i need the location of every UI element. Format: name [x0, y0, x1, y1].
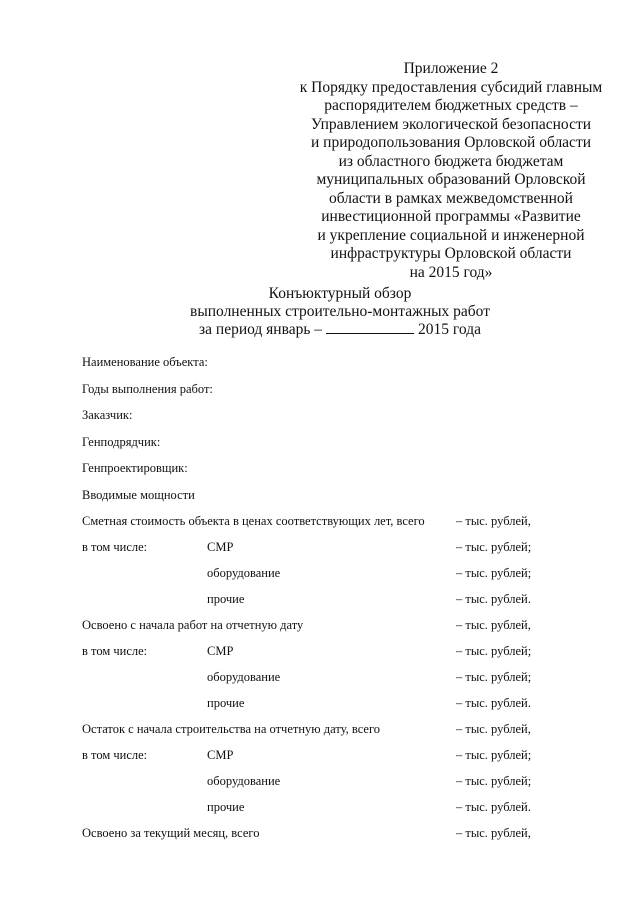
row-label: Остаток с начала строительства на отчетную дату, всего: [82, 722, 381, 736]
cost-row: [0, 773, 640, 799]
period-blank-underline: [326, 321, 414, 334]
cost-rows: [0, 513, 640, 851]
field-general-contractor: Генподрядчик:: [82, 434, 161, 449]
appendix-line: инфраструктуры Орловской области: [330, 245, 572, 262]
row-unit: – тыс. рублей,: [456, 514, 531, 528]
period-prefix: за период январь –: [199, 321, 323, 338]
row-sub: прочие: [207, 696, 245, 710]
appendix-block: [296, 60, 606, 282]
row-label: Освоено с начала работ на отчетную дату: [82, 618, 304, 632]
title-line: Конъюктурный обзор: [268, 285, 412, 302]
row-unit: – тыс. рублей.: [456, 592, 531, 606]
cost-row: [0, 721, 640, 747]
row-unit: – тыс. рублей,: [456, 618, 531, 632]
row-prefix: в том числе:: [82, 540, 148, 554]
appendix-line: Приложение 2: [403, 60, 499, 77]
appendix-line: области в рамках межведомственной: [329, 189, 573, 207]
row-sub: СМР: [207, 748, 234, 762]
row-unit: – тыс. рублей;: [456, 566, 532, 580]
cost-row: [0, 565, 640, 591]
row-sub: прочие: [207, 592, 245, 606]
row-unit: – тыс. рублей,: [456, 826, 531, 840]
title-line: выполненных строительно-монтажных работ: [190, 303, 490, 320]
cost-row: [0, 825, 640, 851]
cost-row: [0, 539, 640, 565]
row-unit: – тыс. рублей;: [456, 644, 532, 658]
document-title: [150, 285, 530, 339]
cost-row: [0, 643, 640, 669]
object-fields: [82, 354, 213, 513]
row-sub: СМР: [207, 644, 234, 658]
field-capacity: Вводимые мощности: [82, 487, 195, 502]
field-object-name: Наименование объекта:: [82, 355, 208, 369]
appendix-line: к Порядку предоставления субсидий главным: [299, 78, 603, 96]
cost-row: [0, 747, 640, 773]
row-unit: – тыс. рублей;: [456, 774, 532, 788]
row-prefix: в том числе:: [82, 748, 148, 762]
appendix-line: распорядителем бюджетных средств –: [324, 97, 578, 114]
row-sub: оборудование: [207, 566, 281, 580]
row-sub: прочие: [207, 800, 245, 814]
period-line: [150, 321, 530, 339]
row-unit: – тыс. рублей,: [456, 722, 531, 736]
field-work-years: Годы выполнения работ:: [82, 381, 213, 396]
row-sub: СМР: [207, 540, 234, 554]
period-suffix: 2015 года: [418, 321, 481, 338]
field-general-designer: Генпроектировщик:: [82, 461, 188, 475]
appendix-line: из областного бюджета бюджетам: [338, 152, 564, 170]
appendix-line: и природопользования Орловской области: [310, 134, 592, 151]
appendix-line: и укрепление социальной и инженерной: [317, 226, 585, 244]
appendix-line: муниципальных образований Орловской: [316, 171, 586, 188]
row-unit: – тыс. рублей.: [456, 800, 531, 814]
row-prefix: в том числе:: [82, 644, 148, 658]
cost-row: [0, 513, 640, 539]
row-unit: – тыс. рублей;: [456, 540, 532, 554]
cost-row: [0, 617, 640, 643]
row-unit: – тыс. рублей.: [456, 696, 531, 710]
row-unit: – тыс. рублей;: [456, 670, 532, 684]
cost-row: [0, 799, 640, 825]
row-sub: оборудование: [207, 670, 281, 684]
appendix-line: на 2015 год»: [409, 263, 493, 281]
row-label: Сметная стоимость объекта в ценах соответствующих лет, всего: [82, 514, 425, 528]
row-unit: – тыс. рублей;: [456, 748, 532, 762]
field-customer: Заказчик:: [82, 408, 133, 422]
appendix-line: инвестиционной программы «Развитие: [321, 208, 581, 225]
cost-row: [0, 669, 640, 695]
appendix-line: Управлением экологической безопасности: [310, 115, 592, 133]
cost-row: [0, 695, 640, 721]
row-label: Освоено за текущий месяц, всего: [82, 826, 260, 840]
row-sub: оборудование: [207, 774, 281, 788]
cost-row: [0, 591, 640, 617]
